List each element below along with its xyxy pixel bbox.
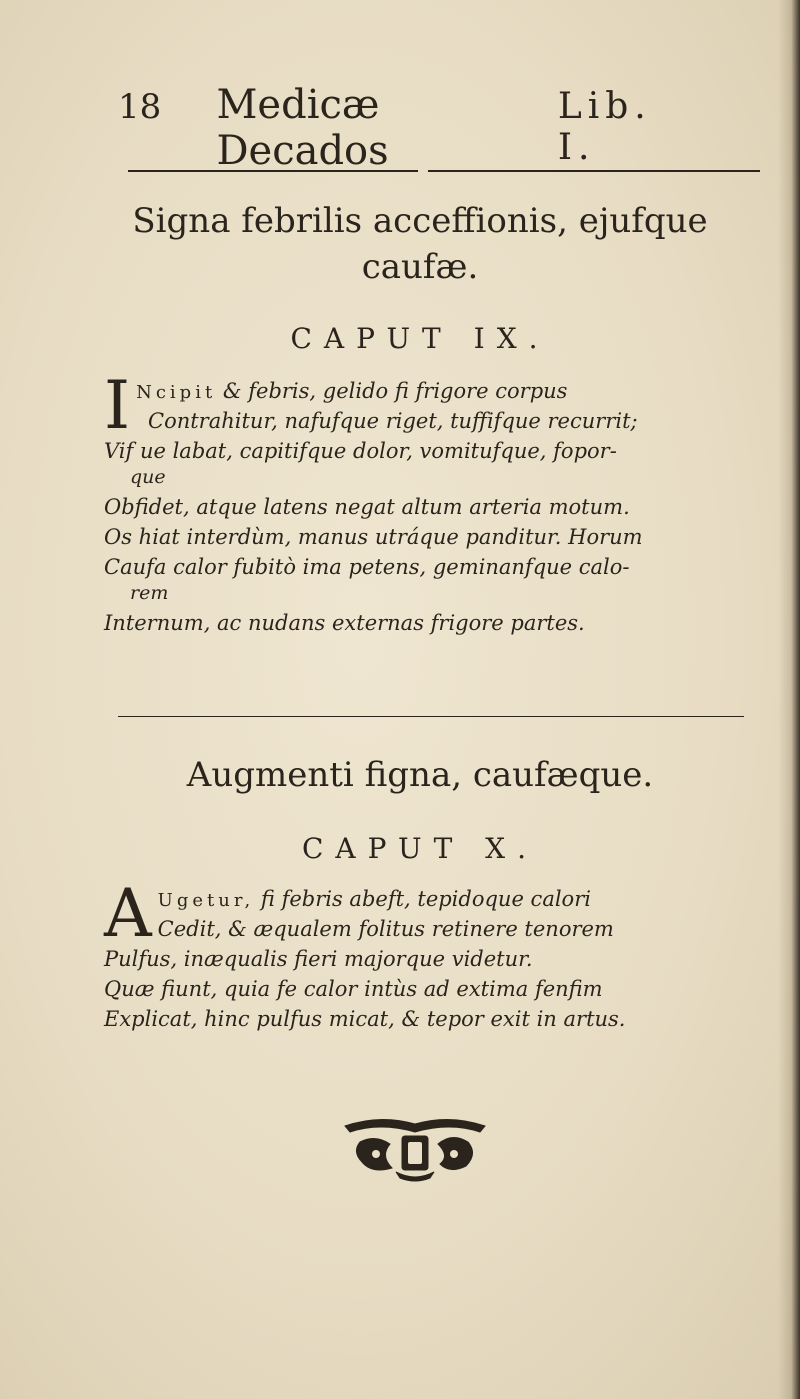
verse-line: Internum, ac nudans externas frigore partes. bbox=[104, 611, 585, 635]
caput-ix: CAPUT IX. bbox=[290, 322, 550, 355]
page-number: 18 bbox=[118, 87, 162, 127]
section-heading-augmenti: Augmenti figna, caufæque. bbox=[186, 755, 654, 795]
verse-turnover: que bbox=[130, 466, 166, 488]
running-header bbox=[118, 82, 698, 174]
verse-line: Explicat, hinc pulfus micat, & tepor exit in artus. bbox=[104, 1007, 626, 1031]
page-edge-shadow bbox=[778, 0, 800, 1399]
line-text: fi febris abeft, tepidoque calori bbox=[260, 887, 591, 911]
verse-line: Os hiat interdùm, manus utráque panditur. Horum bbox=[104, 525, 643, 549]
verse-line: Caufa calor fubitò ima petens, geminanfque calo- bbox=[104, 555, 630, 579]
verse-line: Vif ue labat, capitifque dolor, vomitufque, fopor- bbox=[104, 439, 617, 463]
drop-capital: I bbox=[104, 367, 131, 444]
lead-word: Ncipit bbox=[136, 382, 217, 403]
running-title: Medicæ Decados bbox=[216, 82, 389, 174]
heading-line: Signa febrilis acceffionis, ejufque bbox=[132, 201, 708, 241]
heading-line: caufæ. bbox=[361, 247, 479, 287]
verse-block-ix bbox=[104, 367, 764, 638]
verse-turnover: rem bbox=[130, 582, 169, 604]
printers-ornament-icon bbox=[340, 1112, 490, 1182]
caput-x: CAPUT X. bbox=[302, 832, 538, 865]
verse-block-x bbox=[104, 875, 764, 1034]
header-rule-right bbox=[428, 170, 760, 172]
header-rule-left bbox=[128, 170, 418, 172]
section-divider bbox=[118, 716, 744, 717]
section-heading-signa bbox=[110, 198, 730, 290]
verse-line: Quæ fiunt, quia fe calor intùs ad extima fenfim bbox=[104, 977, 603, 1001]
book-number: Lib. I. bbox=[557, 86, 652, 168]
lead-word: Ugetur, bbox=[157, 890, 255, 911]
verse-line: Obfidet, atque latens negat altum arteria motum. bbox=[104, 495, 630, 519]
drop-capital: A bbox=[104, 875, 152, 952]
line-text: & febris, gelido fi frigore corpus bbox=[222, 379, 568, 403]
verse-line: Contrahitur, nafufque riget, tuffifque recurrit; bbox=[148, 409, 638, 433]
verse-line: Pulfus, inæqualis fieri majorque videtur. bbox=[104, 947, 533, 971]
verse-line: Cedit, & æqualem folitus retinere tenorem bbox=[157, 917, 614, 941]
